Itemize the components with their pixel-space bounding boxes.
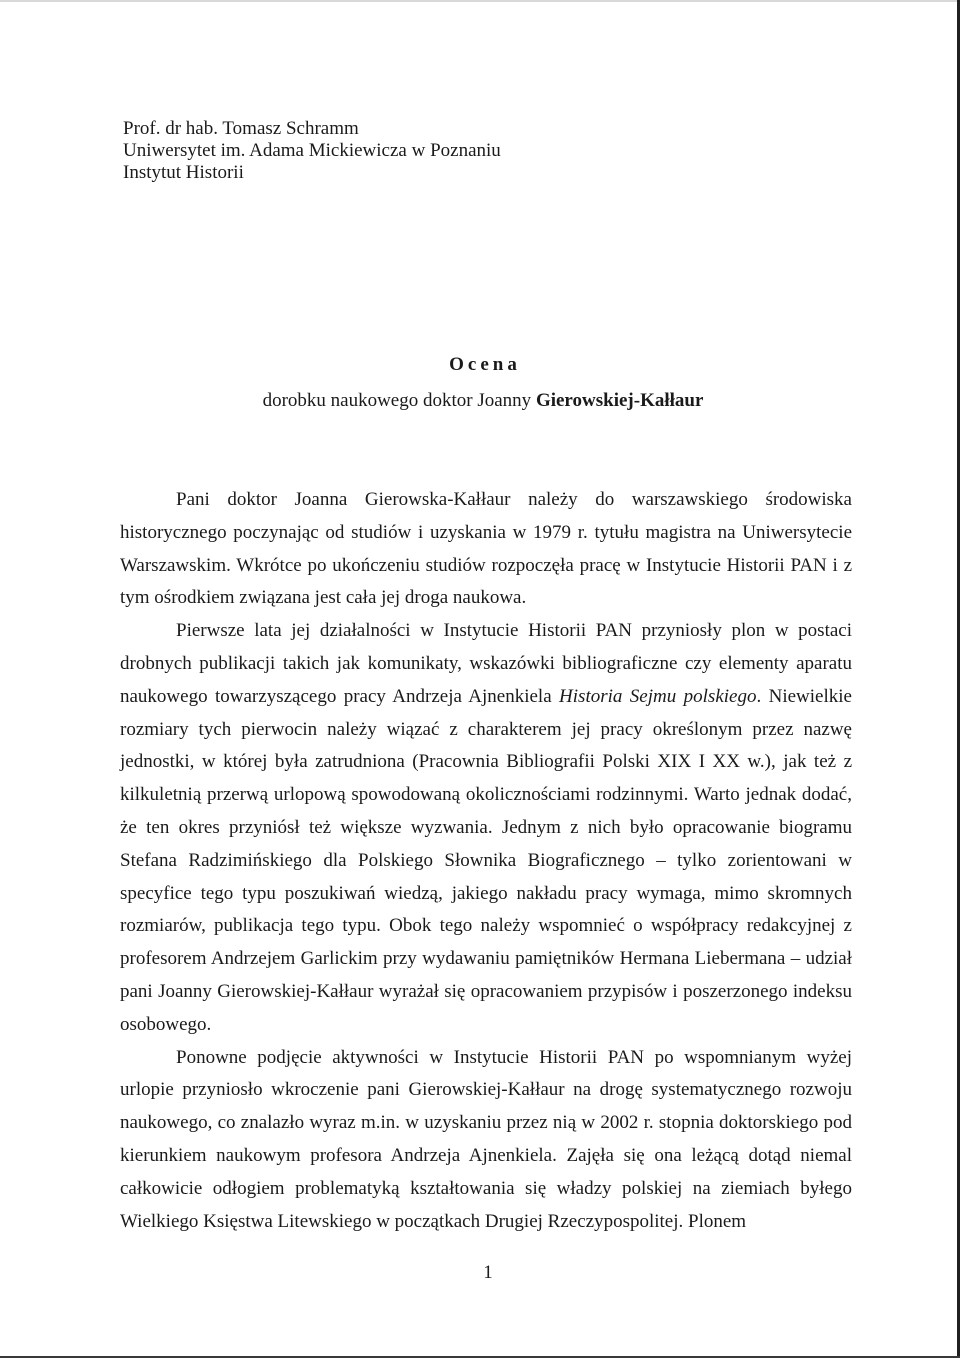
author-header xyxy=(123,118,501,184)
document-subtitle xyxy=(0,389,960,413)
document-title: Ocena xyxy=(449,354,521,375)
subtitle-name: Gierowskiej-Kałłaur xyxy=(535,390,704,411)
paragraph-2 xyxy=(120,615,852,1041)
scan-top-edge xyxy=(0,0,960,2)
paragraph-2-part-b: . Niewielkie rozmiary tych pierwocin należy wiązać z charakterem jej pracy określonym przez nazwę jednostki, w której była zatrudniona (Pracownia Bibliografii Polski XIX I XX w.), jak też z kilkuletnią przerwą urlopową spowodowaną okolicznościami rodzinnymi. Warto jednak dodać, że ten okres przyniósł też większe wyzwania. Jednym z nich było opracowanie biogramu Stefana Radzimińskiego dla Polskiego Słownika Biograficznego – tylko zorientowani w specyfice tego typu poszukiwań wiedzą, jakiego nakładu pracy wymaga, mimo skromnych rozmiarów, publikacja tego typu. Obok tego należy wspomnieć o współpracy redakcyjnej z profesorem Andrzejem Garlickim przy wydawaniu pamiętników Hermana Liebermana – udział pani Joanny Gierowskiej-Kałłaur wyrażał się opracowaniem przypisów i poszerzonego indeksu osobowego. xyxy=(120,685,852,1035)
subtitle-text: dorobku naukowego doktor Joanny xyxy=(262,390,536,411)
paragraph-1: Pani doktor Joanna Gierowska-Kałłaur należy do warszawskiego środowiska historycznego poczynając od studiów i uzyskania w 1979 r. tytułu magistra na Uniwersytecie Warszawskim. Wkrótce po ukończeniu studiów rozpoczęła pracę w Instytucie Historii PAN i z tym ośrodkiem związana jest cała jej droga naukowa. xyxy=(120,489,852,609)
title-block xyxy=(0,353,960,413)
document-body xyxy=(120,484,852,1238)
page-number: 1 xyxy=(483,1262,493,1283)
author-institute: Instytut Historii xyxy=(123,162,244,183)
paragraph-3: Ponowne podjęcie aktywności w Instytucie Historii PAN po wspomnianym wyżej urlopie przyniosło wkroczenie pani Gierowskiej-Kałłaur na drogę systematycznego rozwoju naukowego, co znalazło wyraz m.in. w uzyskaniu przez nią w 2002 r. stopnia doktorskiego pod kierunkiem naukowym profesora Andrzeja Ajnenkiela. Zajęła się ona leżącą dotąd niemal całkowicie odłogiem problematyką kształtowania się władzy polskiej na ziemiach byłego Wielkiego Księstwa Litewskiego w początkach Drugiej Rzeczypospolitej. Plonem xyxy=(120,1046,852,1232)
paragraph-2-part-a: Pierwsze lata jej działalności w Instytucie Historii PAN przyniosły plon w postaci drobnych publikacji takich jak komunikaty, wskazówki bibliograficzne czy elementy aparatu naukowego towarzyszącego pracy Andrzeja Ajnenkiela xyxy=(120,620,852,707)
author-name: Prof. dr hab. Tomasz Schramm xyxy=(123,118,359,139)
book-title: Historia Sejmu polskiego xyxy=(559,685,757,707)
author-university: Uniwersytet im. Adama Mickiewicza w Poznaniu xyxy=(123,140,501,161)
